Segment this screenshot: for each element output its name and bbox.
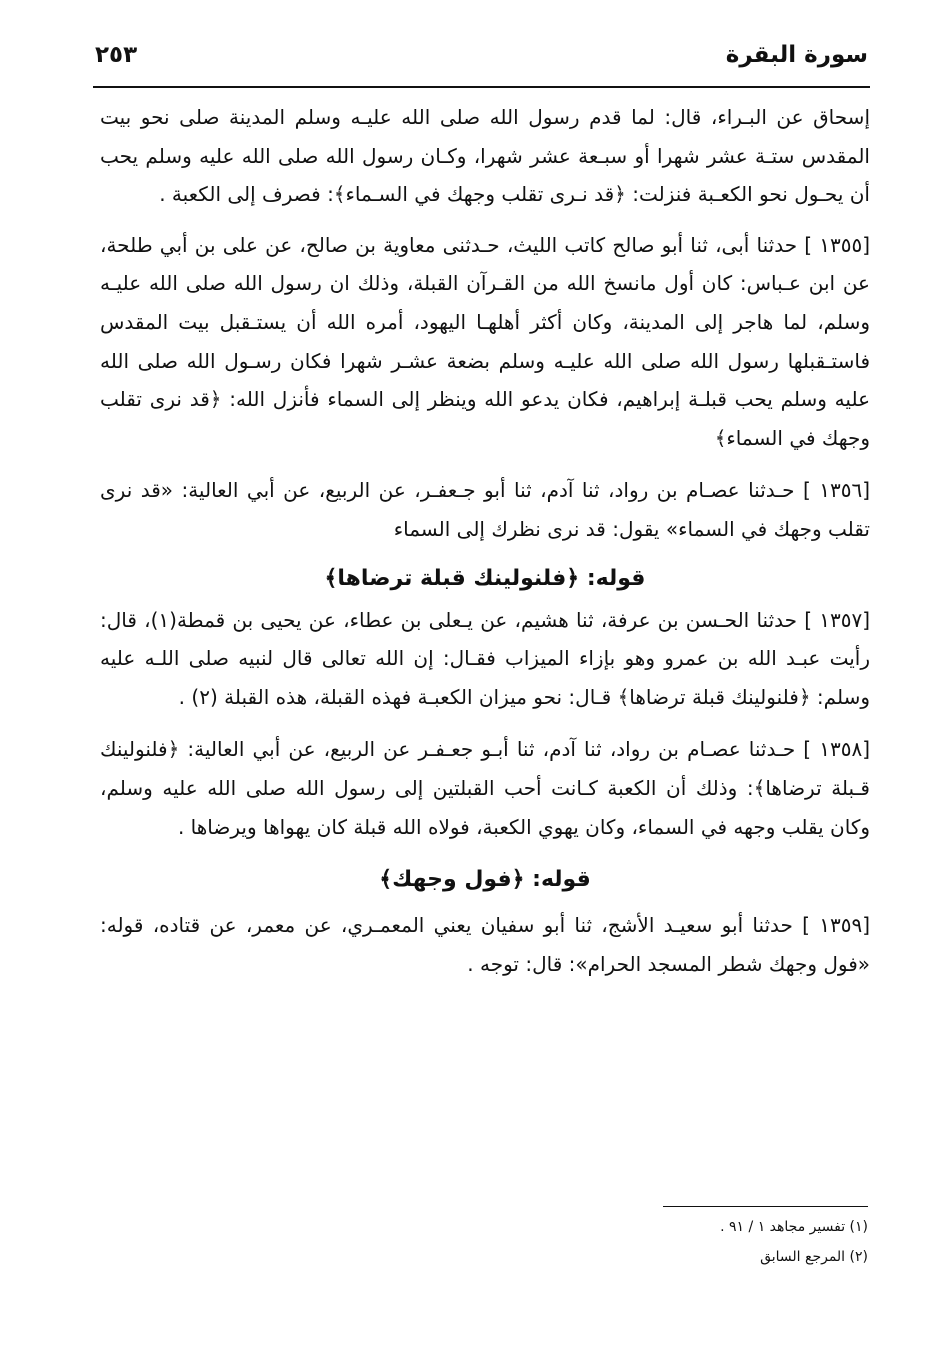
footnote-1: (١) تفسير مجاهد ١ / ٩١ . — [720, 1219, 868, 1235]
paragraph-1357: [١٣٥٧ ] حدثنا الحـسن بن عرفة، ثنا هشيم، عن يـعلى بن عطاء، عن يحيى بن قمطة(١)، قال: رأيت عبـد الله بن عمرو وهو بإزاء الميزاب فقـال: إن الله تعالى قال لنبيه صلى اللـه عليه وسلم: ﴿فلنولينك قبلة ترضاها﴾ قـال: نحو ميزان الكعبـة فهذه القبلة، هذه القبلة (٢) . — [100, 607, 870, 709]
paragraph-1358: [١٣٥٨ ] حـدثنا عصـام بن رواد، ثنا آدم، ثنا أبـو جعـفـر عن الربيع، عن أبي العالية: ﴿فلنولينك قـبلة ترضاها﴾: وذلك أن الكعبة كـانت أحب القبلتين إلى رسول الله صلى الله عليه وسلم، وكان يقلب وجهه في السماء، وكان يهوي الكعبة، فولاه الله قبلة كان يهواها ويرضاها . — [100, 737, 870, 839]
paragraph-1355: [١٣٥٥ ] حدثنا أبى، ثنا أبو صالح كاتب الليث، حـدثنى معاوية بن صالح، عن على بن أبي طلحة، عن ابن عـباس: كان أول مانسخ الله من القـرآن القبلة، وذلك ان رسول الله صلى الله عليـه وسلم، لما هاجر إلى المدينة، وكان أكثر أهلهـا اليهود، أمره الله أن يستـقبل بيت المقدس فاستـقبلها رسول الله صلى الله عليـه وسلم بضعة عشـر شهرا فكان رسـول الله صلى الله عليه وسلم يحب قبلـة إبراهيم، فكان يدعو الله وينظر إلى السماء فأنزل الله: ﴿قد نرى تقلب وجهك في السماء﴾ — [100, 232, 870, 450]
footnotes — [468, 1212, 868, 1272]
footnote-rule — [663, 1206, 868, 1207]
paragraph-1: إسحاق عن البـراء، قال: لما قدم رسول الله صلى الله عليـه وسلم المدينة صلى نحو بيت المقدس ستـة عشر شهرا أو سبـعة عشر شهرا، وكـان رسول الله صلى الله عليه وسلم يحب أن يحـول نحو الكعـبة فنزلت: ﴿قد نـرى تقلب وجهك في السـماء﴾: فصرف إلى الكعبة . — [100, 105, 870, 207]
footnote-2: (٢) المرجع السابق — [760, 1249, 868, 1265]
paragraph-1356: [١٣٥٦ ] حـدثنا عصـام بن رواد، ثنا آدم، ثنا أبو جـعفـر، عن الربيع، عن أبي العالية: «قد نرى تقلب وجهك في السماء» يقول: قد نرى نظرك إلى السماء — [100, 478, 870, 541]
page-number: ٢٥٣ — [95, 42, 138, 68]
surah-title: سورة البقرة — [725, 42, 868, 68]
page-header — [93, 38, 868, 90]
section-heading-1: قوله: ﴿فلنولينك قبلة ترضاها﴾ — [324, 565, 646, 591]
main-text — [100, 98, 870, 997]
paragraph-1359: [١٣٥٩ ] حدثنا أبو سعيـد الأشج، ثنا أبو سفيان يعني المعمـري، عن معمر، عن قتاده، قوله: «فول وجهك شطر المسجد الحرام»: قال: توجه . — [100, 913, 870, 976]
section-heading-2: قوله: ﴿فول وجهك﴾ — [379, 867, 591, 893]
header-rule — [93, 86, 870, 88]
